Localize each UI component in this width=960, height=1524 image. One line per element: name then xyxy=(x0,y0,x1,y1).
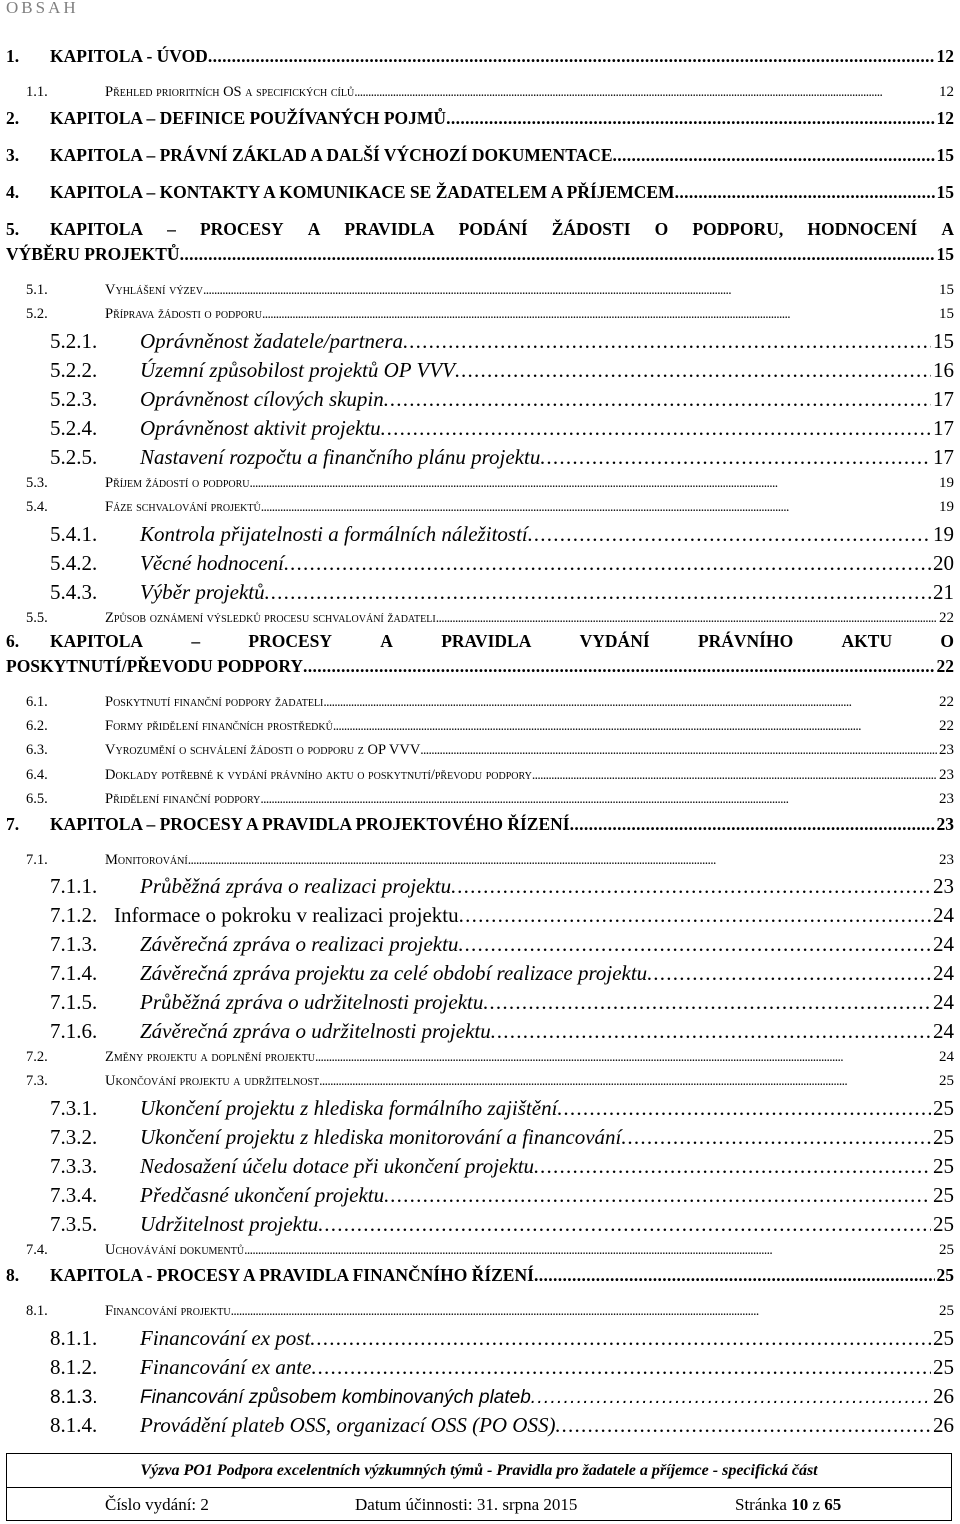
toc-entry-page: 23 xyxy=(939,742,954,758)
toc-title-word: A xyxy=(307,219,321,239)
toc-leader-dots xyxy=(570,814,935,835)
toc-title-word: PRAVIDLA xyxy=(441,631,532,651)
toc-entry-page: 17 xyxy=(933,387,954,411)
toc-entry-page: 22 xyxy=(939,610,954,626)
toc-leader-dots xyxy=(455,358,931,383)
toc-entry-page: 22 xyxy=(939,694,954,710)
toc-leader-dots xyxy=(265,580,931,605)
toc-entry-number: 7.3.4. xyxy=(50,1183,98,1207)
footer-page-current: 10 xyxy=(791,1495,809,1514)
toc-entry-number: 7.3.1. xyxy=(50,1096,98,1120)
toc-leader-dots xyxy=(188,852,937,868)
toc-entry-page: 24 xyxy=(933,903,954,927)
toc-entry-title: Oprávněnost žadatele/partnera xyxy=(140,329,404,353)
toc-entry[interactable] xyxy=(0,1326,954,1351)
toc-entry-number: 8.1.3. xyxy=(50,1387,98,1408)
toc-leader-dots xyxy=(261,499,937,515)
toc-entry-page: 25 xyxy=(933,1096,954,1120)
toc-leader-dots xyxy=(262,306,937,322)
toc-entry-title: Vyhlášení výzev xyxy=(105,282,203,298)
toc-entry-page: 25 xyxy=(933,1326,954,1350)
toc-entry-title: Monitorování xyxy=(105,852,188,868)
toc-entry[interactable] xyxy=(0,742,954,759)
toc-entry-title: Financování ex post xyxy=(140,1326,311,1350)
toc-entry-page: 25 xyxy=(933,1125,954,1149)
toc-entry-number: 5.3. xyxy=(26,475,48,491)
toc-leader-dots xyxy=(333,718,937,734)
toc-entry-title: Územní způsobilost projektů OP VVV xyxy=(140,358,455,382)
toc-entry[interactable] xyxy=(0,932,954,957)
toc-leader-dots xyxy=(403,329,931,354)
toc-entry[interactable] xyxy=(0,522,954,547)
toc-entry[interactable] xyxy=(0,358,954,383)
toc-entry-number: 5.4.1. xyxy=(50,522,98,546)
toc-entry[interactable] xyxy=(0,499,954,516)
toc-entry-page: 19 xyxy=(933,522,954,546)
toc-leader-dots xyxy=(315,1049,937,1065)
toc-entry-title: Průběžná zpráva o realizaci projektu xyxy=(140,874,452,898)
toc-leader-dots xyxy=(532,767,937,783)
toc-leader-dots xyxy=(531,1387,931,1409)
toc-entry-page: 19 xyxy=(939,475,954,491)
toc-entry-number: 7.1.6. xyxy=(50,1019,98,1043)
toc-entry-number: 7.1.5. xyxy=(50,990,98,1014)
toc-entry[interactable] xyxy=(0,46,954,67)
toc-leader-dots xyxy=(534,1265,935,1286)
toc-entry[interactable] xyxy=(0,903,954,928)
toc-entry-title: Závěrečná zpráva o udržitelnosti projektu xyxy=(140,1019,491,1043)
toc-leader-dots xyxy=(250,475,937,491)
toc-entry[interactable] xyxy=(0,1183,954,1208)
toc-entry-title: Uchovávání dokumentů xyxy=(105,1242,245,1258)
toc-entry-title: Poskytnutí finanční podpory žadateli xyxy=(105,694,324,710)
toc-entry-title: Způsob oznámení výsledků procesu schvalování žadateli xyxy=(105,610,436,626)
toc-leader-dots xyxy=(180,244,935,265)
toc-leader-dots xyxy=(458,932,931,957)
footer-info-row xyxy=(7,1488,951,1522)
toc-entry[interactable] xyxy=(0,84,954,101)
toc-entry-number: 7.3.5. xyxy=(50,1212,98,1236)
toc-leader-dots xyxy=(244,1242,937,1258)
toc-entry-title xyxy=(50,219,954,240)
toc-entry[interactable] xyxy=(0,656,954,677)
toc-entry-page: 17 xyxy=(933,416,954,440)
toc-entry-page: 12 xyxy=(939,84,954,100)
toc-leader-dots xyxy=(420,742,937,758)
toc-entry-page: 25 xyxy=(936,1265,954,1285)
toc-entry-number: 8. xyxy=(6,1265,20,1285)
toc-title-word: PODPORU, xyxy=(692,219,784,239)
toc-title-word: HODNOCENÍ xyxy=(807,219,918,239)
toc-entry[interactable] xyxy=(0,1355,954,1380)
toc-entry-title: Formy přidělení finančních prostředků xyxy=(105,718,333,734)
toc-entry-number: 5.2.2. xyxy=(50,358,98,382)
toc-entry-title: Průběžná zpráva o udržitelnosti projektu xyxy=(140,990,484,1014)
toc-entry-title: Příprava žádosti o podporu xyxy=(105,306,262,322)
toc-entry-number: 8.1.1. xyxy=(50,1326,98,1350)
toc-leader-dots xyxy=(260,791,937,807)
toc-entry-page: 19 xyxy=(939,499,954,515)
toc-leader-dots xyxy=(613,145,935,166)
toc-entry-number: 6.4. xyxy=(26,767,48,783)
toc-entry-number: 5.2.3. xyxy=(50,387,98,411)
toc-leader-dots xyxy=(647,961,931,986)
toc-leader-dots xyxy=(540,445,931,470)
toc-entry-page: 12 xyxy=(936,108,954,128)
toc-entry-number: 7.3.3. xyxy=(50,1154,98,1178)
toc-entry-page: 26 xyxy=(933,1413,954,1437)
toc-entry[interactable] xyxy=(0,990,954,1015)
toc-entry-number: 5.2.4. xyxy=(50,416,98,440)
toc-entry[interactable] xyxy=(0,108,954,129)
toc-entry-number: 8.1.4. xyxy=(50,1413,98,1437)
toc-entry-number: 7. xyxy=(6,814,20,834)
toc-entry-page: 15 xyxy=(933,329,954,353)
toc-entry-number: 7.3. xyxy=(26,1073,48,1089)
toc-title-word: PROCESY xyxy=(199,219,284,239)
toc-title-word: PRÁVNÍHO xyxy=(697,631,794,651)
toc-entry[interactable] xyxy=(0,416,954,441)
toc-entry[interactable] xyxy=(0,1096,954,1121)
footer-page-total: 65 xyxy=(824,1495,842,1514)
footer-title: Výzva PO1 Podpora excelentních výzkumných týmů - Pravidla pro žadatele a příjemce - specifická část xyxy=(7,1454,951,1488)
toc-entry-number: 6.2. xyxy=(26,718,48,734)
toc-title-word: O xyxy=(654,219,669,239)
toc-entry-number: 7.4. xyxy=(26,1242,48,1258)
toc-entry-title: Financování projektu xyxy=(105,1303,231,1319)
toc-entry-page: 23 xyxy=(933,874,954,898)
toc-entry[interactable] xyxy=(0,182,954,203)
toc-entry[interactable] xyxy=(0,1265,954,1286)
toc-entry[interactable] xyxy=(0,1049,954,1066)
toc-entry[interactable] xyxy=(0,475,954,492)
toc-entry-title: KAPITOLA – PRÁVNÍ ZÁKLAD A DALŠÍ VÝCHOZÍ DOKUMENTACE xyxy=(50,145,613,165)
toc-entry-number: 5.4. xyxy=(26,499,48,515)
toc-entry-title: Změny projektu a doplnění projektu xyxy=(105,1049,316,1065)
toc-leader-dots xyxy=(354,84,937,100)
toc-entry-page: 23 xyxy=(939,852,954,868)
toc-entry-number: 5.5. xyxy=(26,610,48,626)
toc-entry[interactable] xyxy=(0,874,954,899)
toc-entry-number: 7.1.2. xyxy=(50,903,98,927)
toc-entry-number: 8.1. xyxy=(26,1303,48,1319)
toc-title-word: VYDÁNÍ xyxy=(579,631,650,651)
toc-title-word: PODÁNÍ xyxy=(458,219,528,239)
toc-entry-number: 5. xyxy=(6,219,20,239)
toc-entry-title: Předčasné ukončení projektu xyxy=(140,1183,385,1207)
toc-entry[interactable] xyxy=(0,329,954,354)
toc-entry[interactable] xyxy=(0,852,954,869)
toc-title-word: – xyxy=(191,631,201,651)
toc-entry-number: 6.3. xyxy=(26,742,48,758)
toc-leader-dots xyxy=(555,1413,931,1438)
footer-page-sep: z xyxy=(808,1495,825,1514)
toc-entry-title: Ukončování projektu a udržitelnost xyxy=(105,1073,320,1089)
toc-leader-dots xyxy=(311,1355,931,1380)
toc-leader-dots xyxy=(231,1303,937,1319)
toc-leader-dots xyxy=(381,416,931,441)
toc-entry-page: 22 xyxy=(936,656,954,676)
toc-entry[interactable] xyxy=(0,694,954,711)
toc-entry-page: 15 xyxy=(936,145,954,165)
toc-entry-title: Informace o pokroku v realizaci projektu xyxy=(114,903,459,927)
toc-entry-page: 25 xyxy=(933,1183,954,1207)
toc-entry[interactable] xyxy=(0,1019,954,1044)
toc-entry-title: Přidělení finanční podpory xyxy=(105,791,261,807)
toc-entry-title: Závěrečná zpráva projektu za celé období realizace projektu xyxy=(140,961,648,985)
footer-date: Datum účinnosti: 31. srpna 2015 xyxy=(355,1495,578,1514)
toc-leader-dots xyxy=(208,46,935,67)
toc-entry-title: Provádění plateb OSS, organizací OSS (PO OSS) xyxy=(140,1413,556,1437)
toc-entry-number: 5.4.2. xyxy=(50,551,98,575)
toc-entry-page: 20 xyxy=(933,551,954,575)
toc-leader-dots xyxy=(384,1183,931,1208)
toc-entry-number: 3. xyxy=(6,145,20,165)
toc-entry-page: 24 xyxy=(939,1049,954,1065)
toc-entry-title xyxy=(50,631,954,652)
toc-entry-title: Kontrola přijatelnosti a formálních náležitostí xyxy=(140,522,528,546)
toc-entry-title: KAPITOLA - ÚVOD xyxy=(50,46,208,66)
toc-entry[interactable] xyxy=(0,306,954,323)
toc-entry-title: Oprávněnost aktivit projektu xyxy=(140,416,381,440)
toc-entry-number: 7.1.3. xyxy=(50,932,98,956)
toc-title-word: PROCESY xyxy=(248,631,332,651)
toc-title-word: A xyxy=(380,631,393,651)
toc-entry[interactable] xyxy=(0,718,954,735)
toc-heading: OBSAH xyxy=(6,0,79,17)
toc-leader-dots xyxy=(446,108,934,129)
toc-leader-dots xyxy=(203,282,937,298)
toc-entry-number: 6. xyxy=(6,631,20,651)
toc-entry-page: 17 xyxy=(933,445,954,469)
toc-leader-dots xyxy=(557,1096,931,1121)
toc-entry-number: 5.1. xyxy=(26,282,48,298)
toc-leader-dots xyxy=(310,1326,931,1351)
toc-entry[interactable] xyxy=(0,219,954,240)
toc-leader-dots xyxy=(323,694,937,710)
toc-entry-number: 5.4.3. xyxy=(50,580,98,604)
toc-leader-dots xyxy=(459,903,931,928)
toc-title-word: PRAVIDLA xyxy=(344,219,435,239)
toc-leader-dots xyxy=(303,656,934,677)
toc-entry-number: 7.1. xyxy=(26,852,48,868)
footer-page-prefix: Stránka xyxy=(735,1495,792,1514)
toc-entry[interactable] xyxy=(0,580,954,605)
toc-leader-dots xyxy=(319,1073,937,1089)
toc-entry-page: 22 xyxy=(939,718,954,734)
toc-leader-dots xyxy=(528,522,931,547)
toc-entry-number: 7.1.1. xyxy=(50,874,98,898)
toc-entry[interactable] xyxy=(0,1242,954,1259)
toc-entry[interactable] xyxy=(0,1413,954,1438)
footer-edition: Číslo vydání: 2 xyxy=(105,1495,209,1514)
toc-entry-number: 7.2. xyxy=(26,1049,48,1065)
toc-entry[interactable] xyxy=(0,244,954,265)
toc-title-word: A xyxy=(941,219,954,239)
toc-entry[interactable] xyxy=(0,631,954,652)
toc-entry-title: KAPITOLA – PROCESY A PRAVIDLA PROJEKTOVÉHO ŘÍZENÍ xyxy=(50,814,570,834)
toc-entry[interactable] xyxy=(0,1303,954,1320)
toc-entry-page: 24 xyxy=(933,990,954,1014)
toc-entry-page: 24 xyxy=(933,1019,954,1043)
toc-title-word: O xyxy=(940,631,954,651)
toc-entry-title: Udržitelnost projektu xyxy=(140,1212,319,1236)
toc-entry-title: Oprávněnost cílových skupin xyxy=(140,387,384,411)
toc-entry-title: Financování způsobem kombinovaných plateb xyxy=(140,1387,531,1408)
toc-entry-page: 23 xyxy=(936,814,954,834)
toc-entry[interactable] xyxy=(0,961,954,986)
toc-entry-number: 2. xyxy=(6,108,20,128)
toc-entry-title: Věcné hodnocení xyxy=(140,551,285,575)
toc-entry-title: POSKYTNUTÍ/PŘEVODU PODPORY xyxy=(6,656,304,676)
toc-title-word: AKTU xyxy=(841,631,893,651)
toc-entry-title: Vyrozumění o schválení žádosti o podporu z OP VVV xyxy=(105,742,421,758)
toc-entry-title: Nastavení rozpočtu a finančního plánu projektu xyxy=(140,445,541,469)
toc-entry-title: KAPITOLA – KONTAKTY A KOMUNIKACE SE ŽADATELEM A PŘÍJEMCEM xyxy=(50,182,675,202)
toc-entry[interactable] xyxy=(0,1212,954,1237)
toc-leader-dots xyxy=(384,387,931,412)
toc-entry[interactable] xyxy=(0,814,954,835)
toc-leader-dots xyxy=(534,1154,931,1179)
toc-entry-page: 15 xyxy=(936,182,954,202)
toc-entry[interactable] xyxy=(0,551,954,576)
toc-entry-page: 15 xyxy=(939,282,954,298)
toc-entry-page: 25 xyxy=(933,1355,954,1379)
toc-entry[interactable] xyxy=(0,145,954,166)
toc-entry-number: 7.3.2. xyxy=(50,1125,98,1149)
toc-leader-dots xyxy=(284,551,931,576)
toc-entry-number: 1. xyxy=(6,46,20,66)
toc-entry-title: Doklady potřebné k vydání právního aktu o poskytnutí/převodu podpory xyxy=(105,767,532,783)
toc-entry-title: Financování ex ante xyxy=(140,1355,312,1379)
footer-page-number xyxy=(675,1495,841,1515)
document-footer xyxy=(6,1453,952,1521)
toc-entry-page: 25 xyxy=(939,1303,954,1319)
toc-entry-title: Ukončení projektu z hlediska monitorování a financování xyxy=(140,1125,622,1149)
toc-entry[interactable] xyxy=(0,767,954,784)
toc-entry-page: 25 xyxy=(939,1073,954,1089)
toc-title-word: KAPITOLA xyxy=(50,219,144,239)
toc-entry[interactable] xyxy=(0,791,954,808)
toc-entry-title: Nedosažení účelu dotace při ukončení projektu xyxy=(140,1154,535,1178)
toc-entry-number: 6.5. xyxy=(26,791,48,807)
toc-leader-dots xyxy=(675,182,935,203)
toc-entry-number: 6.1. xyxy=(26,694,48,710)
toc-entry[interactable] xyxy=(0,387,954,412)
toc-leader-dots xyxy=(491,1019,931,1044)
toc-leader-dots xyxy=(451,874,931,899)
toc-entry[interactable] xyxy=(0,1125,954,1150)
toc-entry-page: 24 xyxy=(933,932,954,956)
toc-entry[interactable] xyxy=(0,1154,954,1179)
toc-entry-page: 23 xyxy=(939,791,954,807)
toc-entry-page: 25 xyxy=(933,1212,954,1236)
toc-entry-number: 4. xyxy=(6,182,20,202)
toc-entry[interactable] xyxy=(0,282,954,299)
toc-title-word: KAPITOLA xyxy=(50,631,144,651)
toc-leader-dots xyxy=(483,990,931,1015)
toc-leader-dots xyxy=(621,1125,931,1150)
toc-entry-title: Fáze schvalování projektů xyxy=(105,499,261,515)
toc-entry-page: 15 xyxy=(936,244,954,264)
toc-entry-page: 21 xyxy=(933,580,954,604)
toc-entry-page: 25 xyxy=(933,1154,954,1178)
toc-title-word: – xyxy=(167,219,176,239)
toc-entry-page: 25 xyxy=(939,1242,954,1258)
toc-entry[interactable] xyxy=(0,1384,954,1409)
toc-entry-page: 12 xyxy=(936,46,954,66)
toc-entry-page: 15 xyxy=(939,306,954,322)
toc-entry-title: Závěrečná zpráva o realizaci projektu xyxy=(140,932,459,956)
toc-entry-number: 7.1.4. xyxy=(50,961,98,985)
toc-title-word: ŽÁDOSTI xyxy=(551,219,631,239)
toc-entry-number: 5.2.5. xyxy=(50,445,98,469)
toc-entry[interactable] xyxy=(0,1073,954,1090)
toc-entry-page: 26 xyxy=(933,1384,954,1408)
toc-entry-title: Přehled prioritních OS a specifických cílů xyxy=(105,84,355,100)
toc-entry-number: 1.1. xyxy=(26,84,48,100)
toc-entry-title: KAPITOLA - PROCESY A PRAVIDLA FINANČNÍHO ŘÍZENÍ xyxy=(50,1265,534,1285)
toc-entry[interactable] xyxy=(0,445,954,470)
toc-entry[interactable] xyxy=(0,610,954,627)
toc-entry-number: 8.1.2. xyxy=(50,1355,98,1379)
toc-entry-page: 23 xyxy=(939,767,954,783)
toc-entry-page: 24 xyxy=(933,961,954,985)
toc-leader-dots xyxy=(318,1212,931,1237)
toc-leader-dots xyxy=(436,610,937,626)
toc-entry-title: Příjem žádostí o podporu xyxy=(105,475,250,491)
toc-entry-number: 5.2.1. xyxy=(50,329,98,353)
toc-entry-title: Ukončení projektu z hlediska formálního zajištění xyxy=(140,1096,558,1120)
toc-entry-page: 16 xyxy=(933,358,954,382)
toc-entry-title: Výběr projektů xyxy=(140,580,265,604)
toc-entry-number: 5.2. xyxy=(26,306,48,322)
toc-entry-title: VÝBĚRU PROJEKTŮ xyxy=(6,244,180,264)
toc-entry-title: KAPITOLA – DEFINICE POUŽÍVANÝCH POJMŮ xyxy=(50,108,447,128)
